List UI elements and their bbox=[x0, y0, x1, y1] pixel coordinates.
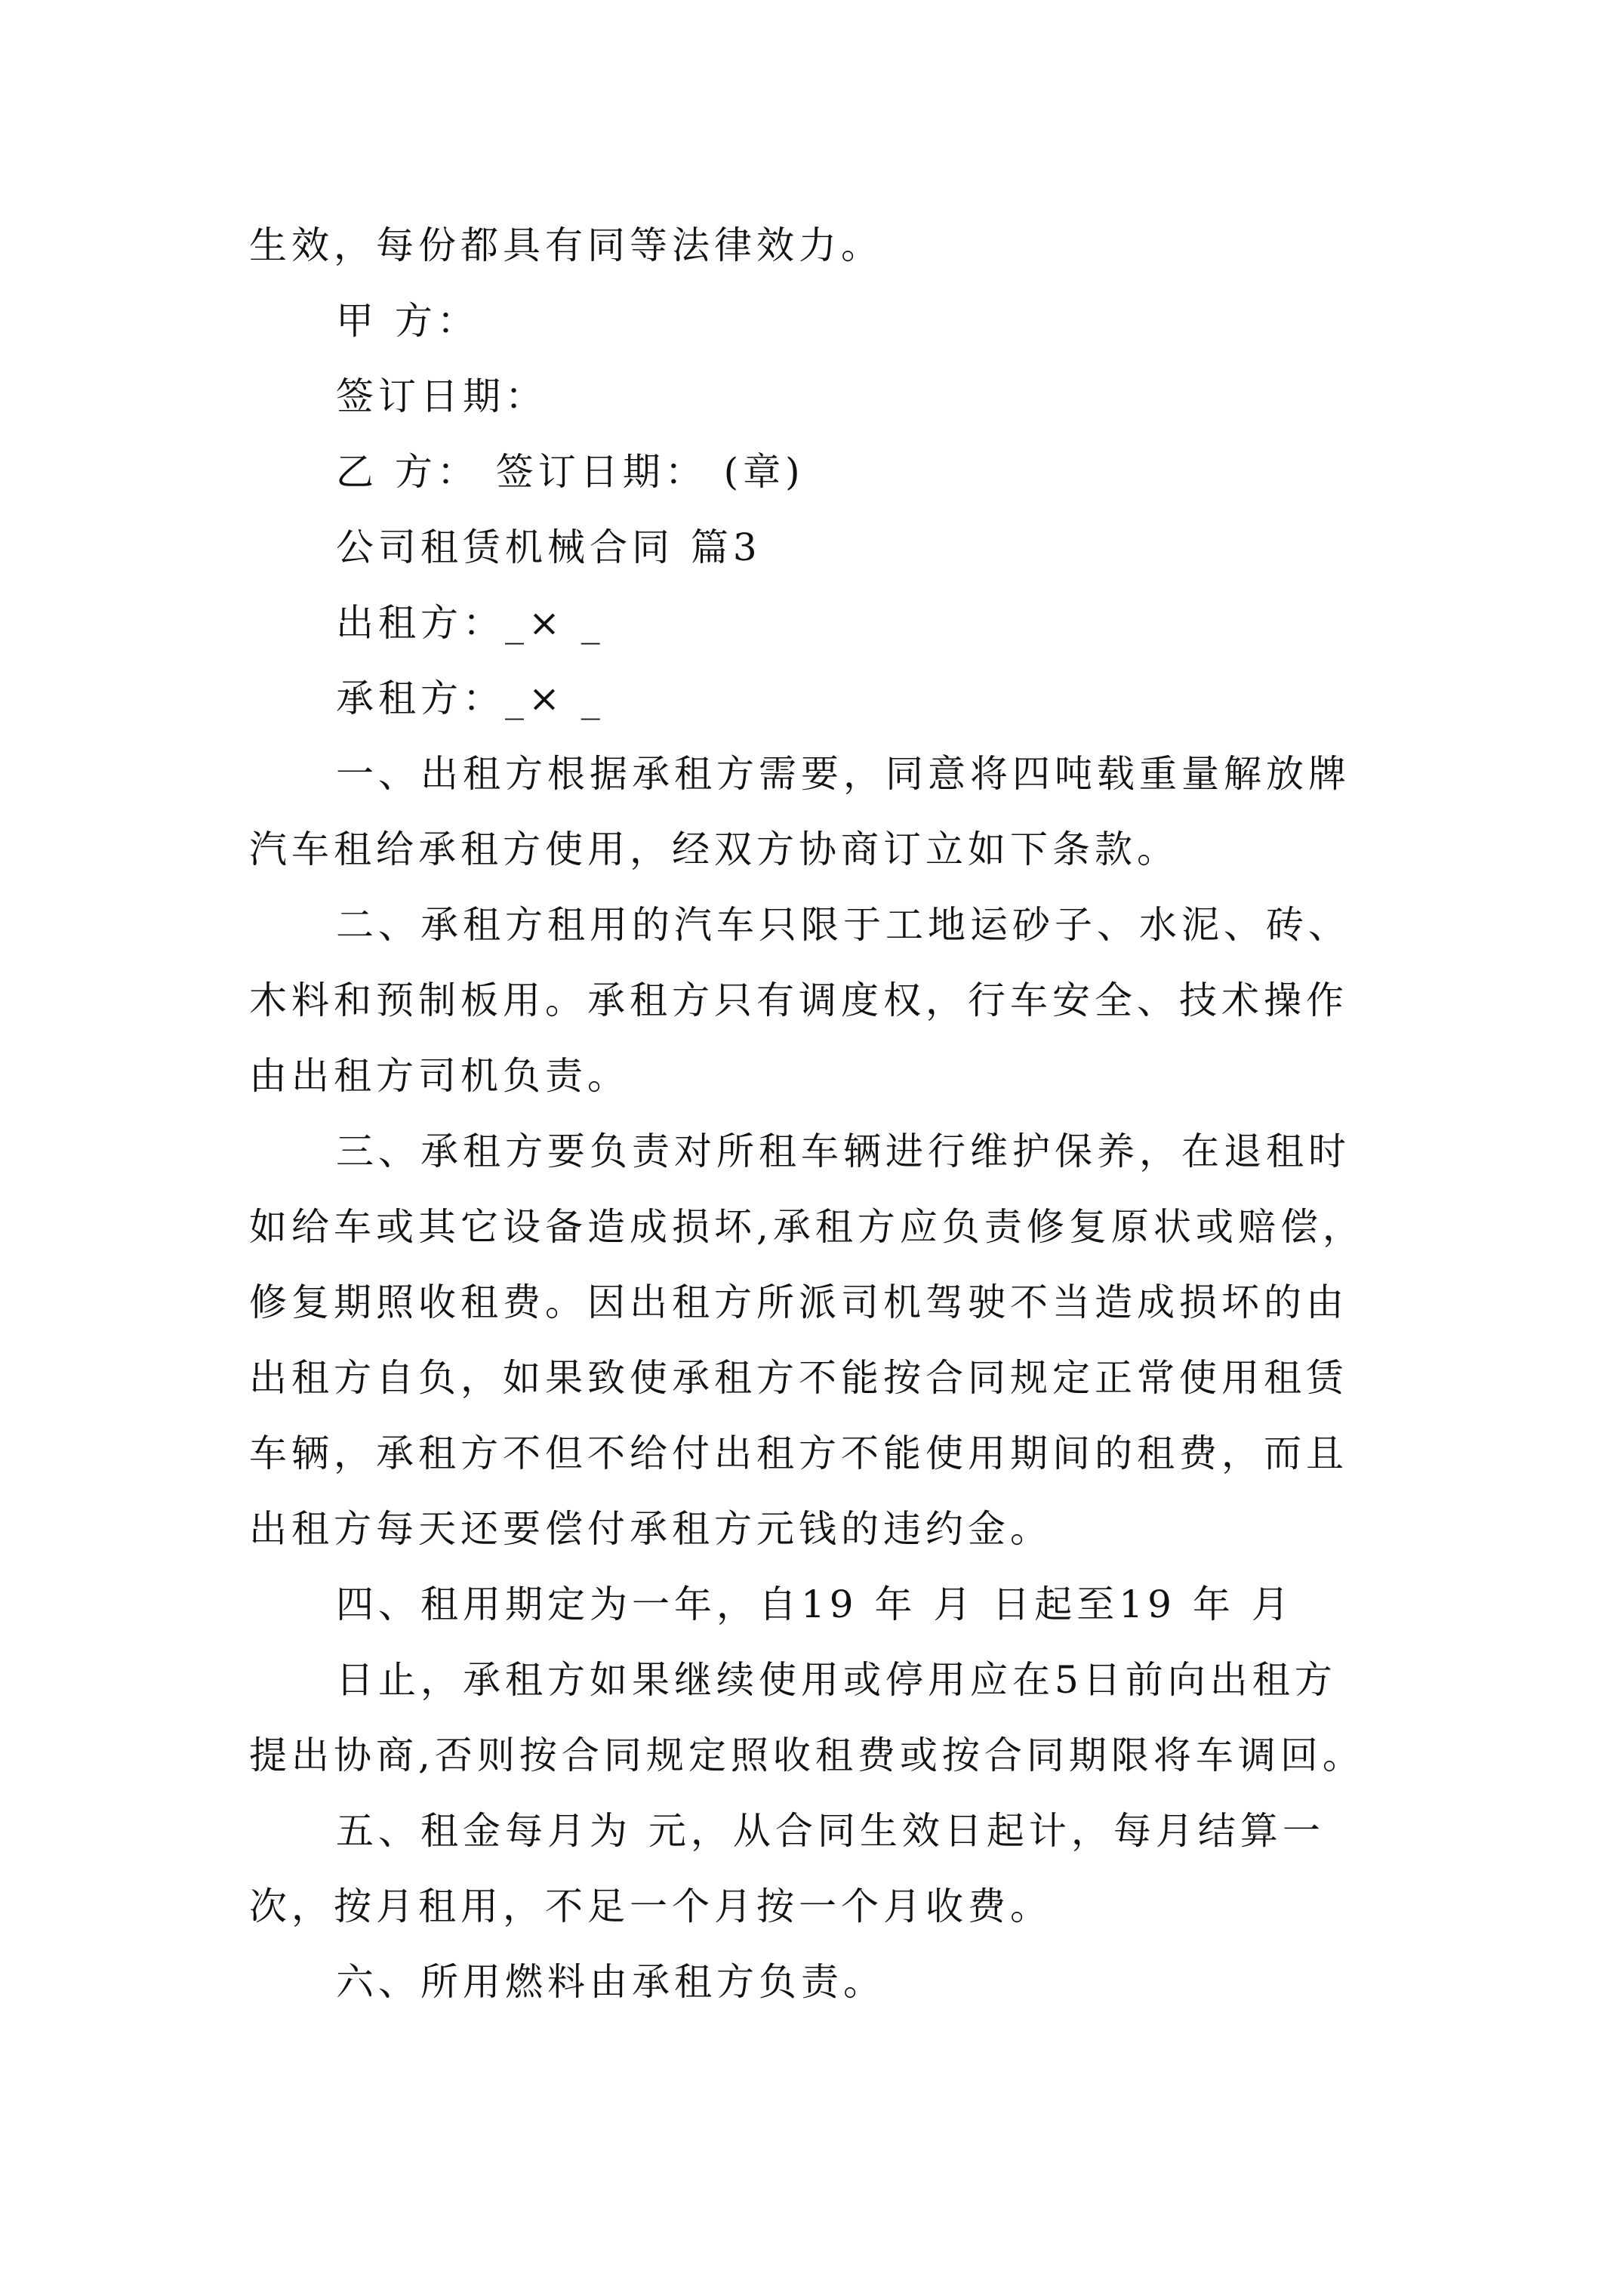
clause-1-line-1: 一、出租方根据承租方需要，同意将四吨载重量解放牌 bbox=[336, 752, 1350, 796]
clause-4-line-1: 四、租用期定为一年，自19 年 月 日起至19 年 月 bbox=[336, 1583, 1294, 1626]
clause-5-line-1: 五、租金每月为 元，从合同生效日起计，每月结算一 bbox=[336, 1809, 1325, 1853]
clause-4-line-3: 提出协商,否则按合同规定照收租费或按合同期限将车调回。 bbox=[249, 1734, 1365, 1777]
clause-1-line-2: 汽车租给承租方使用，经双方协商订立如下条款。 bbox=[249, 827, 1179, 871]
clause-3-line-1: 三、承租方要负责对所租车辆进行维护保养，在退租时 bbox=[336, 1130, 1350, 1173]
clause-4-line-2: 日止，承租方如果继续使用或停用应在5日前向出租方 bbox=[336, 1658, 1337, 1702]
party-a-label: 甲 方： bbox=[336, 299, 479, 343]
lessor-label: 出租方：_× _ bbox=[336, 601, 605, 645]
clause-2-line-1: 二、承租方租用的汽车只限于工地运砂子、水泥、砖、 bbox=[336, 903, 1350, 947]
clause-3-line-2: 如给车或其它设备造成损坏,承租方应负责修复原状或赔偿， bbox=[249, 1205, 1365, 1249]
clause-3-line-4: 出租方自负，如果致使承租方不能按合同规定正常使用租赁 bbox=[249, 1356, 1348, 1400]
lessee-label: 承租方：_× _ bbox=[336, 676, 605, 720]
contract-section-title: 公司租赁机械合同 篇3 bbox=[336, 525, 762, 569]
text-line-continuation: 生效，每份都具有同等法律效力。 bbox=[249, 223, 883, 267]
party-b-signing-line: 乙 方： 签订日期： (章) bbox=[336, 450, 805, 494]
clause-3-line-5: 车辆，承租方不但不给付出租方不能使用期间的租费，而且 bbox=[249, 1432, 1348, 1475]
clause-3-line-6: 出租方每天还要偿付承租方元钱的违约金。 bbox=[249, 1507, 1052, 1551]
clause-2-line-3: 由出租方司机负责。 bbox=[249, 1054, 630, 1098]
signing-date-label: 签订日期： bbox=[336, 374, 547, 418]
clause-3-line-3: 修复期照收租费。因出租方所派司机驾驶不当造成损坏的由 bbox=[249, 1281, 1348, 1324]
clause-5-line-2: 次，按月租用，不足一个月按一个月收费。 bbox=[249, 1885, 1052, 1928]
clause-6-line-1: 六、所用燃料由承租方负责。 bbox=[336, 1960, 885, 2004]
clause-2-line-2: 木料和预制板用。承租方只有调度权，行车安全、技术操作 bbox=[249, 978, 1348, 1022]
